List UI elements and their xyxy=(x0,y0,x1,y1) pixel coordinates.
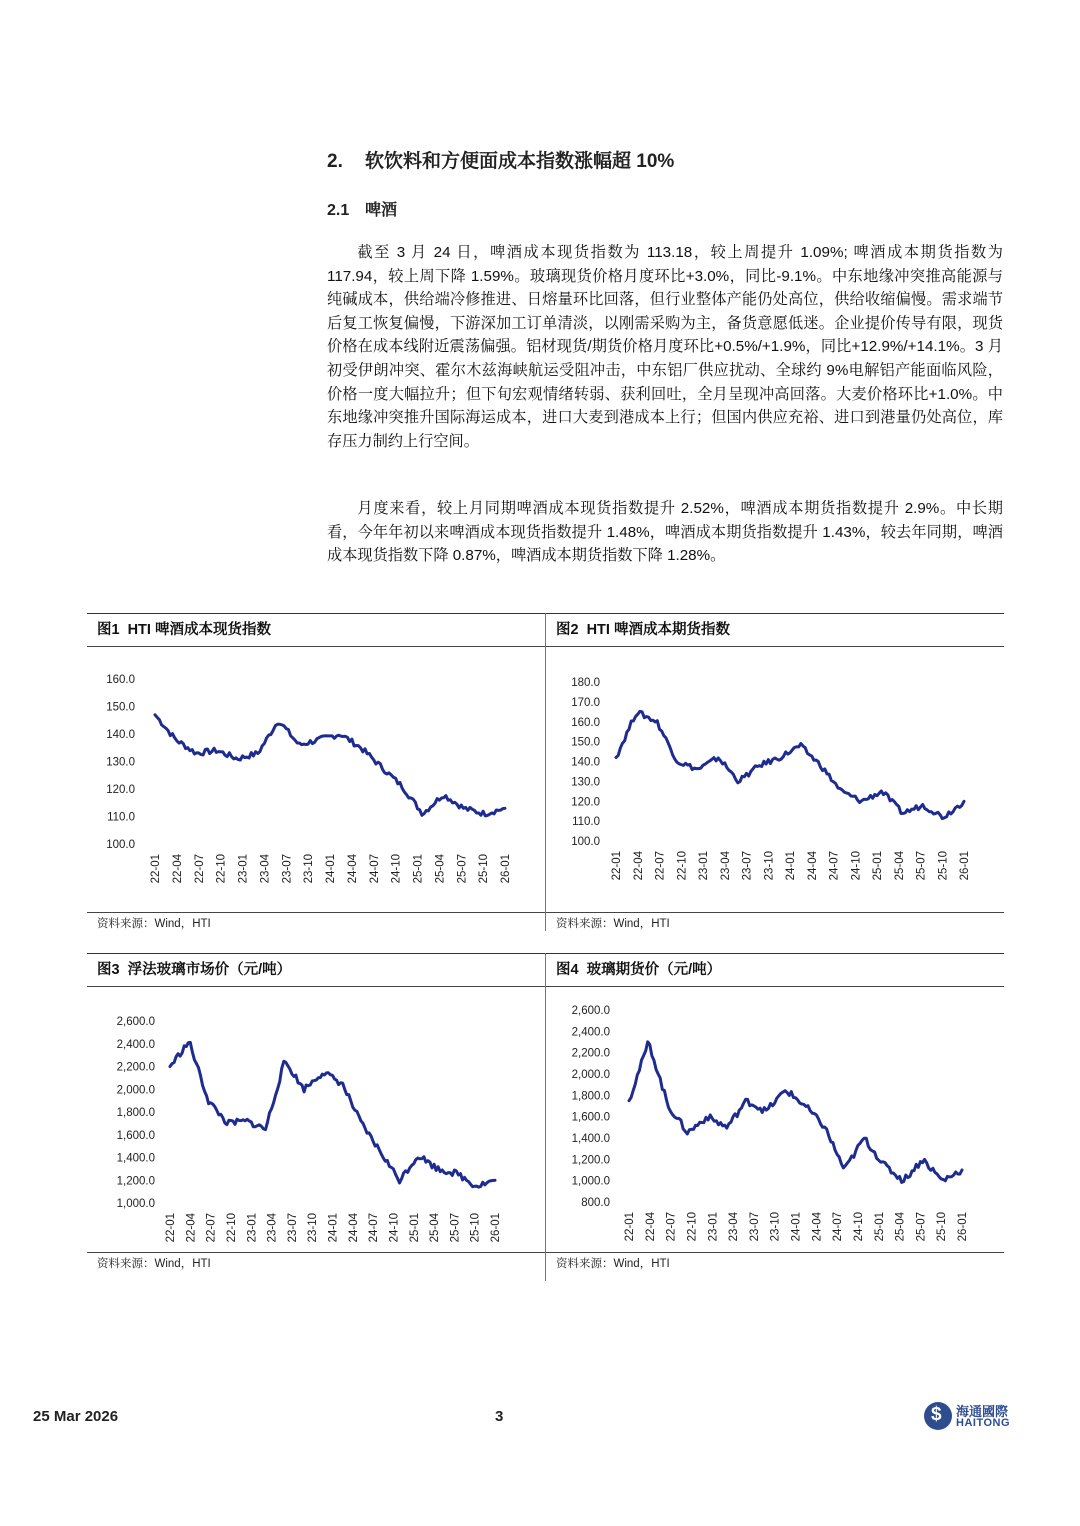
x-tick-label: 23-10 xyxy=(307,1213,320,1243)
figure-4-source: 资料来源：Wind，HTI xyxy=(556,1258,670,1270)
y-tick-label: 1,800.0 xyxy=(571,1090,610,1103)
y-tick-label: 1,600.0 xyxy=(116,1129,155,1142)
y-tick-label: 180.0 xyxy=(571,677,600,689)
figure-3-title: 图3 浮法玻璃市场价（元/吨） xyxy=(97,962,292,978)
x-tick-label: 23-10 xyxy=(303,854,316,884)
figure-1-source: 资料来源：Wind，HTI xyxy=(97,918,211,930)
x-tick-label: 25-07 xyxy=(449,1213,462,1243)
y-tick-label: 160.0 xyxy=(571,716,600,729)
y-tick-label: 1,800.0 xyxy=(116,1107,155,1119)
x-tick-label: 24-04 xyxy=(806,851,819,881)
y-tick-label: 1,400.0 xyxy=(571,1133,610,1145)
x-tick-label: 24-01 xyxy=(790,1212,803,1242)
y-tick-label: 100.0 xyxy=(106,839,135,851)
y-tick-label: 2,200.0 xyxy=(116,1061,155,1074)
y-tick-label: 1,400.0 xyxy=(116,1152,155,1165)
x-tick-label: 26-01 xyxy=(500,854,512,884)
y-tick-label: 100.0 xyxy=(571,836,600,848)
subsection-title: 啤酒 xyxy=(365,202,398,219)
y-tick-label: 150.0 xyxy=(571,736,600,749)
x-tick-label: 23-07 xyxy=(286,1213,299,1243)
x-tick-label: 23-10 xyxy=(769,1212,782,1242)
y-tick-label: 140.0 xyxy=(571,756,600,769)
footer-date: 25 Mar 2026 xyxy=(33,1408,119,1425)
x-tick-label: 25-01 xyxy=(412,854,425,884)
series-line xyxy=(170,1042,495,1187)
x-tick-label: 25-10 xyxy=(937,851,950,881)
y-tick-label: 2,200.0 xyxy=(571,1047,610,1060)
subsection-number: 2.1 xyxy=(327,202,350,219)
x-tick-label: 25-07 xyxy=(915,1212,928,1242)
figure-4 xyxy=(545,953,1004,1281)
x-tick-label: 25-10 xyxy=(936,1212,949,1242)
paragraph-2: 月度来看，较上月同期啤酒成本现货指数提升 2.52%，啤酒成本期货指数提升 2.9%。中长期看，今年年初以来啤酒成本现货指数提升 1.48%，啤酒成本期货指数提升 1.43%，较去年同期，啤酒成本现货指数下降 0.87%，啤酒成本期货指数下降 1.28%。 xyxy=(327,500,1003,565)
x-tick-label: 23-04 xyxy=(728,1212,741,1242)
x-tick-label: 24-04 xyxy=(347,1213,360,1243)
x-tick-label: 24-10 xyxy=(388,1213,401,1243)
x-tick-label: 22-01 xyxy=(624,1212,636,1242)
x-tick-label: 23-04 xyxy=(266,1213,279,1243)
x-tick-label: 24-01 xyxy=(785,851,797,881)
y-tick-label: 2,400.0 xyxy=(571,1026,610,1039)
x-tick-label: 25-01 xyxy=(873,1212,886,1242)
x-tick-label: 22-04 xyxy=(171,854,184,884)
x-tick-label: 22-01 xyxy=(150,854,162,884)
logo-text-en: HAITONG xyxy=(956,1417,1011,1429)
y-tick-label: 1,600.0 xyxy=(571,1111,610,1124)
x-tick-label: 25-07 xyxy=(915,851,928,881)
page-number: 3 xyxy=(495,1408,504,1425)
x-tick-label: 25-10 xyxy=(478,854,491,884)
y-tick-label: 120.0 xyxy=(106,784,135,796)
x-tick-label: 24-10 xyxy=(852,1212,865,1242)
y-tick-label: 800.0 xyxy=(581,1197,610,1209)
series-line xyxy=(629,1042,962,1183)
x-tick-label: 25-01 xyxy=(872,851,884,881)
figure-4-title: 图4 玻璃期货价（元/吨） xyxy=(556,962,722,978)
logo-mark-icon: $ xyxy=(924,1402,952,1430)
x-tick-label: 22-10 xyxy=(686,1212,699,1242)
x-tick-label: 22-10 xyxy=(215,854,228,884)
x-tick-label: 23-01 xyxy=(246,1213,259,1243)
x-tick-label: 22-07 xyxy=(205,1213,218,1243)
x-tick-label: 23-01 xyxy=(237,854,250,884)
figure-3-chart xyxy=(87,993,545,1249)
figure-2 xyxy=(545,613,1004,931)
figure-2-chart xyxy=(546,653,1004,909)
x-tick-label: 24-07 xyxy=(368,1213,381,1243)
x-tick-label: 22-01 xyxy=(611,851,623,881)
y-tick-label: 1,000.0 xyxy=(116,1198,155,1210)
x-tick-label: 25-04 xyxy=(429,1213,442,1243)
figure-1-title: 图1 HTI 啤酒成本现货指数 xyxy=(97,622,271,638)
x-tick-label: 23-07 xyxy=(281,854,294,884)
x-tick-label: 26-01 xyxy=(490,1213,502,1243)
x-tick-label: 24-07 xyxy=(828,851,841,881)
x-tick-label: 23-04 xyxy=(719,851,732,881)
figure-3-source: 资料来源：Wind，HTI xyxy=(97,1258,211,1270)
x-tick-label: 24-10 xyxy=(390,854,403,884)
x-tick-label: 22-04 xyxy=(185,1213,198,1243)
x-tick-label: 24-07 xyxy=(368,854,381,884)
figure-2-source: 资料来源：Wind，HTI xyxy=(556,918,670,930)
x-tick-label: 24-04 xyxy=(811,1212,824,1242)
x-tick-label: 23-01 xyxy=(707,1212,720,1242)
series-line xyxy=(155,715,505,816)
x-tick-label: 24-01 xyxy=(325,854,337,884)
section-title: 软饮料和方便面成本指数涨幅超 10% xyxy=(365,151,675,172)
figure-2-title: 图2 HTI 啤酒成本期货指数 xyxy=(556,622,730,638)
x-tick-label: 25-07 xyxy=(456,854,469,884)
x-tick-label: 22-07 xyxy=(193,854,206,884)
subsection-heading xyxy=(327,197,397,220)
y-tick-label: 2,600.0 xyxy=(571,1005,610,1017)
y-tick-label: 160.0 xyxy=(106,674,135,686)
y-tick-label: 1,000.0 xyxy=(571,1175,610,1188)
x-tick-label: 24-04 xyxy=(346,854,359,884)
x-tick-label: 25-04 xyxy=(893,851,906,881)
x-tick-label: 24-01 xyxy=(327,1213,340,1243)
x-tick-label: 25-04 xyxy=(894,1212,907,1242)
x-tick-label: 22-04 xyxy=(644,1212,657,1242)
figure-3 xyxy=(87,953,545,1281)
y-tick-label: 2,000.0 xyxy=(116,1084,155,1097)
logo-text-cn: 海通國際 xyxy=(956,1404,1009,1419)
y-tick-label: 2,600.0 xyxy=(116,1016,155,1028)
figure-4-chart xyxy=(546,993,1004,1249)
y-tick-label: 2,400.0 xyxy=(116,1038,155,1051)
x-tick-label: 24-07 xyxy=(832,1212,845,1242)
x-tick-label: 25-01 xyxy=(408,1213,421,1243)
section-number: 2. xyxy=(327,151,343,172)
y-tick-label: 110.0 xyxy=(107,811,135,824)
x-tick-label: 22-10 xyxy=(225,1213,238,1243)
x-tick-label: 23-07 xyxy=(741,851,754,881)
y-tick-label: 120.0 xyxy=(571,796,600,809)
x-tick-label: 23-04 xyxy=(259,854,272,884)
figure-1-chart xyxy=(87,653,545,909)
x-tick-label: 24-10 xyxy=(850,851,863,881)
paragraph-1: 截至 3 月 24 日，啤酒成本现货指数为 113.18，较上周提升 1.09%; 啤酒成本期货指数为 117.94，较上周下降 1.59%。玻璃现货价格月度环比+3.0%，同比-9.1%。中东地缘冲突推高能源与纯碱成本，供给端冷修推进、日熔量环比回落，但行业整体产能仍处高位，供给收缩偏慢。需求端节后复工恢复偏慢，下游深加工订单清淡，以刚需采购为主，备货意愿低迷。企业提价传导有限，现货价格在成本线附近震荡偏强。铝材现货/期货价格月度环比+0.5%/+1.9%，同比+12.9%/+14.1%。3 月初受伊朗冲突、霍尔木兹海峡航运受阻冲击，中东铝厂供应扰动、全球约 9%电解铝产能面临风险，价格一度大幅拉升；但下旬宏观情绪转弱、获利回吐，全月呈现冲高回落。大麦价格环比+1.0%。中东地缘冲突推升国际海运成本，进口大麦到港成本上行；但国内供应充裕、进口到港量仍处高位，库存压力制约上行空间。 xyxy=(327,244,1003,450)
series-line xyxy=(616,711,964,818)
section-heading xyxy=(327,146,674,173)
x-tick-label: 25-04 xyxy=(434,854,447,884)
y-tick-label: 150.0 xyxy=(106,701,135,714)
x-tick-label: 22-07 xyxy=(654,851,667,881)
x-tick-label: 22-10 xyxy=(676,851,689,881)
y-tick-label: 1,200.0 xyxy=(571,1154,610,1167)
x-tick-label: 22-01 xyxy=(165,1213,177,1243)
y-tick-label: 2,000.0 xyxy=(571,1069,610,1081)
y-tick-label: 130.0 xyxy=(571,776,600,789)
y-tick-label: 130.0 xyxy=(106,756,135,769)
x-tick-label: 26-01 xyxy=(957,1212,969,1242)
y-tick-label: 170.0 xyxy=(571,696,600,709)
x-tick-label: 23-01 xyxy=(698,851,710,881)
y-tick-label: 140.0 xyxy=(106,729,135,741)
y-tick-label: 110.0 xyxy=(572,816,600,829)
x-tick-label: 23-07 xyxy=(748,1212,761,1242)
x-tick-label: 23-10 xyxy=(763,851,776,881)
y-tick-label: 1,200.0 xyxy=(116,1175,155,1188)
x-tick-label: 26-01 xyxy=(959,851,971,881)
haitong-logo xyxy=(924,1400,1014,1434)
x-tick-label: 22-07 xyxy=(665,1212,678,1242)
x-tick-label: 25-10 xyxy=(469,1213,482,1243)
x-tick-label: 22-04 xyxy=(632,851,645,881)
figure-1 xyxy=(87,613,545,931)
